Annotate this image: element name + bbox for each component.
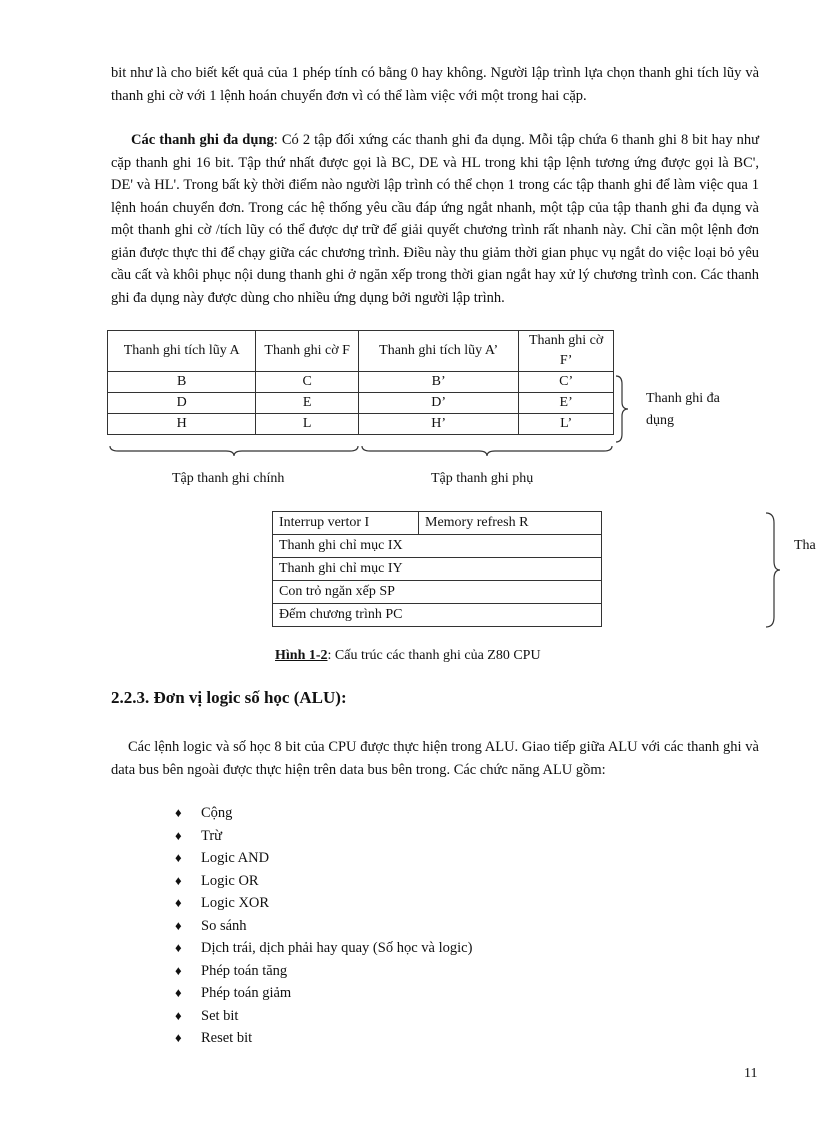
table-cell: D’ [359, 393, 519, 414]
list-item [175, 937, 472, 960]
table-cell: C [256, 372, 359, 393]
list-item [175, 802, 472, 825]
list-item-text: Set bit [201, 1007, 239, 1024]
diamond-bullet-icon: ♦ [175, 985, 182, 1000]
table-row [108, 393, 614, 414]
table-cell: Thanh ghi cờ F [256, 331, 359, 372]
page-number: 11 [744, 1066, 758, 1081]
table-row [108, 331, 614, 372]
main-set-label: Tập thanh ghi chính [172, 471, 285, 486]
right-brace-icon [614, 374, 630, 444]
table-cell: Thanh ghi chỉ mục IY [273, 558, 602, 581]
list-item [175, 825, 472, 848]
diamond-bullet-icon: ♦ [175, 872, 182, 888]
table-row [273, 604, 602, 627]
diamond-bullet-icon: ♦ [175, 962, 182, 978]
general-registers-label: Thanh ghi đa dụng [646, 391, 720, 428]
list-item [175, 982, 472, 1005]
table-cell: Thanh ghi tích lũy A [108, 331, 256, 372]
alt-set-label: Tập thanh ghi phụ [431, 471, 534, 486]
list-item-text: Logic AND [201, 850, 270, 866]
list-item [175, 847, 472, 870]
table-cell: B’ [359, 372, 519, 393]
paragraph-flags: bit như là cho biết kết quả của 1 phép tính có bằng 0 hay không. Người lập trình lựa chọn thanh ghi tích lũy và thanh ghi cờ với 1 lệnh hoán chuyển đơn vì có thể làm việc với một trong hai cặp. [111, 65, 759, 104]
table-cell: Con trỏ ngăn xếp SP [273, 581, 602, 604]
list-item [175, 960, 472, 983]
figure-caption [275, 648, 541, 664]
list-item-text: Phép toán giảm [201, 985, 292, 1001]
table-row [108, 372, 614, 393]
table-cell: H [108, 414, 256, 435]
list-item-text: Dịch trái, dịch phải hay quay (Số học và logic) [201, 940, 473, 956]
diamond-bullet-icon: ♦ [175, 805, 182, 820]
table-cell: L [256, 414, 359, 435]
table-cell: H’ [359, 414, 519, 435]
alu-function-list [175, 802, 472, 1050]
table-cell: Thanh ghi chỉ mục IX [273, 535, 602, 558]
table-row [273, 512, 602, 535]
table-cell: Memory refresh R [419, 512, 602, 535]
list-item [175, 1027, 472, 1050]
table-cell: E [256, 393, 359, 414]
register-table [107, 330, 614, 435]
special-registers-label: Tha [794, 538, 816, 553]
paragraph-general-registers [111, 129, 759, 309]
list-item [175, 892, 472, 915]
diamond-bullet-icon: ♦ [175, 850, 182, 865]
list-item [175, 915, 472, 938]
table-cell: B [108, 372, 256, 393]
table-cell: D [108, 393, 256, 414]
special-register-table [272, 511, 602, 627]
list-item [175, 1005, 472, 1028]
paragraph-alu: Các lệnh logic và số học 8 bit của CPU được thực hiện trong ALU. Giao tiếp giữa ALU với các thanh ghi và data bus bên ngoài được thực hiện trên data bus bên trong. Các chức năng ALU gồm: [111, 739, 759, 778]
table-cell: Interrup vertor I [273, 512, 419, 535]
list-item-text: Logic OR [201, 872, 259, 889]
table-row [108, 414, 614, 435]
list-item-text: Reset bit [201, 1030, 253, 1046]
list-item-text: Phép toán tăng [201, 962, 288, 979]
under-brace-icon [360, 444, 614, 458]
diamond-bullet-icon: ♦ [175, 1030, 182, 1045]
diamond-bullet-icon: ♦ [175, 827, 182, 843]
section-heading: 2.2.3. Đơn vị logic số học (ALU): [111, 688, 347, 707]
paragraph-body: : Có 2 tập đối xứng các thanh ghi đa dụng. Mỗi tập chứa 6 thanh ghi 8 bit hay như cặp thanh ghi 16 bit. Tập thứ nhất được gọi là BC, DE và HL trong khi tập lệnh tương ứng được gọi là BC', DE' và HL'. Trong bất kỳ thời điểm nào người lập trình có thể chọn 1 trong các tập thanh ghi để làm việc qua 1 lệnh hoán chuyển đơn. Trong các hệ thống yêu cầu đáp ứng ngắt nhanh, một tập của tập thanh ghi đa dụng và một thanh ghi cờ /tích lũy có thể được dự trữ để giải quyết chương trình rất nhanh này. Chỉ cần một lệnh đơn giản được thực thi để chạy giữa các chương trình. Điều này thu giảm thời gian phục vụ ngắt do việc loại bỏ yêu cầu cất và khôi phục nội dung thanh ghi ở ngăn xếp trong thời gian ngắt hay xử lý chương trình con. Các thanh ghi đa dụng này được dùng cho nhiều ứng dụng bởi người lập trình. [111, 132, 760, 306]
list-item-text: So sánh [201, 917, 247, 934]
figure-caption-text: : Cấu trúc các thanh ghi của Z80 CPU [327, 648, 541, 663]
table-cell: L’ [519, 414, 614, 435]
figure-caption-label: Hình 1-2 [275, 648, 328, 663]
table-cell: Thanh ghi tích lũy A’ [359, 331, 519, 372]
diamond-bullet-icon: ♦ [175, 895, 182, 910]
table-cell: E’ [519, 393, 614, 414]
paragraph-lead: Các thanh ghi đa dụng [131, 132, 274, 148]
table-row [273, 581, 602, 604]
diamond-bullet-icon: ♦ [175, 1007, 182, 1023]
table-cell: Thanh ghi cờ F’ [519, 331, 614, 372]
list-item-text: Trừ [201, 827, 223, 844]
list-item [175, 870, 472, 893]
diamond-bullet-icon: ♦ [175, 917, 182, 933]
table-cell: Đếm chương trình PC [273, 604, 602, 627]
list-item-text: Cộng [201, 805, 233, 821]
right-brace-icon [764, 511, 782, 629]
table-cell: C’ [519, 372, 614, 393]
under-brace-icon [108, 444, 360, 458]
table-row [273, 535, 602, 558]
diamond-bullet-icon: ♦ [175, 940, 182, 955]
table-row [273, 558, 602, 581]
list-item-text: Logic XOR [201, 895, 270, 911]
